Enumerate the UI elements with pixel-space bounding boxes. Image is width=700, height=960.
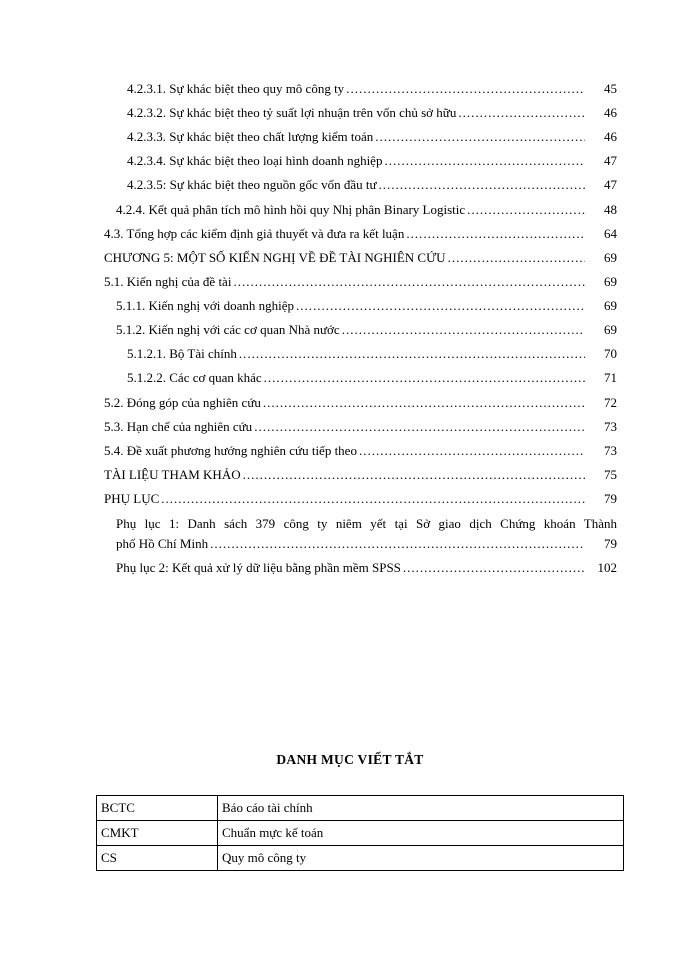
- toc-entry-text: 5.1.2.2. Các cơ quan khác: [127, 370, 262, 385]
- toc-entry[interactable]: [104, 418, 617, 436]
- toc-entry-text: PHỤ LỤC: [104, 491, 160, 506]
- meaning-cell: Quy mô công ty: [218, 846, 624, 871]
- abbreviation-cell: CMKT: [97, 821, 218, 846]
- meaning-cell: Báo cáo tài chính: [218, 796, 624, 821]
- toc-entry[interactable]: [104, 225, 617, 243]
- toc-leader-dots: [210, 535, 585, 553]
- toc-entry[interactable]: [104, 249, 617, 267]
- toc-entry-text: 5.4. Đề xuất phương hướng nghiên cứu tiếp theo: [104, 443, 357, 458]
- toc-entry[interactable]: [127, 369, 617, 387]
- abbreviation-cell: CS: [97, 846, 218, 871]
- toc-leader-dots: [254, 418, 585, 436]
- toc-leader-dots: [375, 128, 585, 146]
- toc-page-number: 73: [604, 419, 617, 434]
- toc-page-number: 45: [604, 81, 617, 96]
- table-row: [97, 796, 624, 821]
- toc-entry-text: 4.3. Tổng hợp các kiểm định giả thuyết và đưa ra kết luận: [104, 226, 405, 241]
- toc-entry[interactable]: [104, 490, 617, 508]
- toc-leader-dots: [346, 80, 585, 98]
- toc-entry[interactable]: [104, 442, 617, 460]
- toc-entry[interactable]: [116, 321, 617, 339]
- toc-page-number: 47: [604, 153, 617, 168]
- toc-page-number: 64: [604, 226, 617, 241]
- toc-entry-text: 5.2. Đóng góp của nghiên cứu: [104, 395, 261, 410]
- toc-leader-dots: [359, 442, 585, 460]
- toc-page-number: 75: [604, 467, 617, 482]
- toc-entry-text: 5.3. Hạn chế của nghiên cứu: [104, 419, 253, 434]
- toc-entry[interactable]: [127, 152, 617, 170]
- toc-entry-text: 4.2.3.3. Sự khác biệt theo chất lượng kiểm toán: [127, 129, 374, 144]
- toc-entry-text: 4.2.3.5: Sự khác biệt theo nguồn gốc vốn đầu tư: [127, 177, 377, 192]
- toc-entry-text: 4.2.4. Kết quả phân tích mô hình hồi quy Nhị phân Binary Logistic: [116, 202, 466, 217]
- toc-entry-text: 5.1.2. Kiến nghị với các cơ quan Nhà nước: [116, 322, 340, 337]
- toc-entry[interactable]: [127, 345, 617, 363]
- toc-leader-dots: [384, 152, 585, 170]
- toc-entry[interactable]: [127, 80, 617, 98]
- toc-leader-dots: [264, 369, 585, 387]
- toc-page-number: 79: [604, 491, 617, 506]
- toc-entry[interactable]: [116, 559, 617, 577]
- toc-entry[interactable]: [116, 201, 617, 219]
- toc-entry[interactable]: [104, 273, 617, 291]
- toc-page-number: 71: [604, 370, 617, 385]
- toc-page-number: 48: [604, 202, 617, 217]
- toc-page-number: 46: [604, 105, 617, 120]
- meaning-cell: Chuẩn mực kế toán: [218, 821, 624, 846]
- toc-entry[interactable]: [127, 128, 617, 146]
- toc-leader-dots: [161, 490, 585, 508]
- toc-entry-text: 4.2.3.1. Sự khác biệt theo quy mô công ty: [127, 81, 345, 96]
- toc-page-number: 69: [604, 274, 617, 289]
- toc-entry[interactable]: [104, 466, 617, 484]
- toc-page-number: 72: [604, 395, 617, 410]
- toc-page-number: 73: [604, 443, 617, 458]
- toc-entry-text: TÀI LIỆU THAM KHẢO: [104, 467, 241, 482]
- table-row: [97, 821, 624, 846]
- abbreviation-cell: BCTC: [97, 796, 218, 821]
- toc-entry[interactable]: [116, 535, 617, 553]
- toc-leader-dots: [448, 249, 585, 267]
- toc-leader-dots: [342, 321, 585, 339]
- toc-entry-text: 4.2.3.2. Sự khác biệt theo tỷ suất lợi nhuận trên vốn chủ sở hữu: [127, 105, 457, 120]
- toc-entry-text: CHƯƠNG 5: MỘT SỐ KIẾN NGHỊ VỀ ĐỀ TÀI NGHIÊN CỨU: [104, 250, 446, 265]
- toc-page-number: 46: [604, 129, 617, 144]
- toc-page-number: 102: [597, 560, 617, 575]
- toc-entry[interactable]: [104, 394, 617, 412]
- toc-leader-dots: [243, 466, 585, 484]
- toc-leader-dots: [458, 104, 585, 122]
- toc-leader-dots: [263, 394, 585, 412]
- toc-leader-dots: [379, 176, 585, 194]
- toc-entry-text: 5.1.1. Kiến nghị với doanh nghiệp: [116, 298, 295, 313]
- toc-entry[interactable]: [127, 176, 617, 194]
- toc-entry[interactable]: [127, 104, 617, 122]
- toc-entry[interactable]: [116, 297, 617, 315]
- toc-page-number: 47: [604, 177, 617, 192]
- toc-entry-text: 5.1. Kiến nghị của đề tài: [104, 274, 232, 289]
- toc-entry-text[interactable]: Phụ lục 1: Danh sách 379 công ty niêm yết tại Sở giao dịch Chứng khoán Thành: [116, 516, 617, 531]
- toc-leader-dots: [406, 225, 585, 243]
- toc-entry-text: 4.2.3.4. Sự khác biệt theo loại hình doanh nghiệp: [127, 153, 383, 168]
- toc-page-number: 79: [604, 536, 617, 551]
- toc-page-number: 70: [604, 346, 617, 361]
- abbreviations-title: DANH MỤC VIẾT TẮT: [276, 752, 424, 767]
- table-row: [97, 846, 624, 871]
- toc-page-number: 69: [604, 298, 617, 313]
- toc-leader-dots: [239, 345, 585, 363]
- toc-leader-dots: [233, 273, 585, 291]
- toc-entry-text: 5.1.2.1. Bộ Tài chính: [127, 346, 237, 361]
- toc-page-number: 69: [604, 322, 617, 337]
- toc-entry-text: Phụ lục 2: Kết quả xử lý dữ liệu bằng phần mềm SPSS: [116, 560, 401, 575]
- toc-leader-dots: [467, 201, 585, 219]
- abbreviations-table: [96, 795, 624, 871]
- toc-leader-dots: [296, 297, 585, 315]
- toc-page-number: 69: [604, 250, 617, 265]
- toc-entry-text: phố Hồ Chí Minh: [116, 536, 209, 551]
- toc-leader-dots: [403, 559, 585, 577]
